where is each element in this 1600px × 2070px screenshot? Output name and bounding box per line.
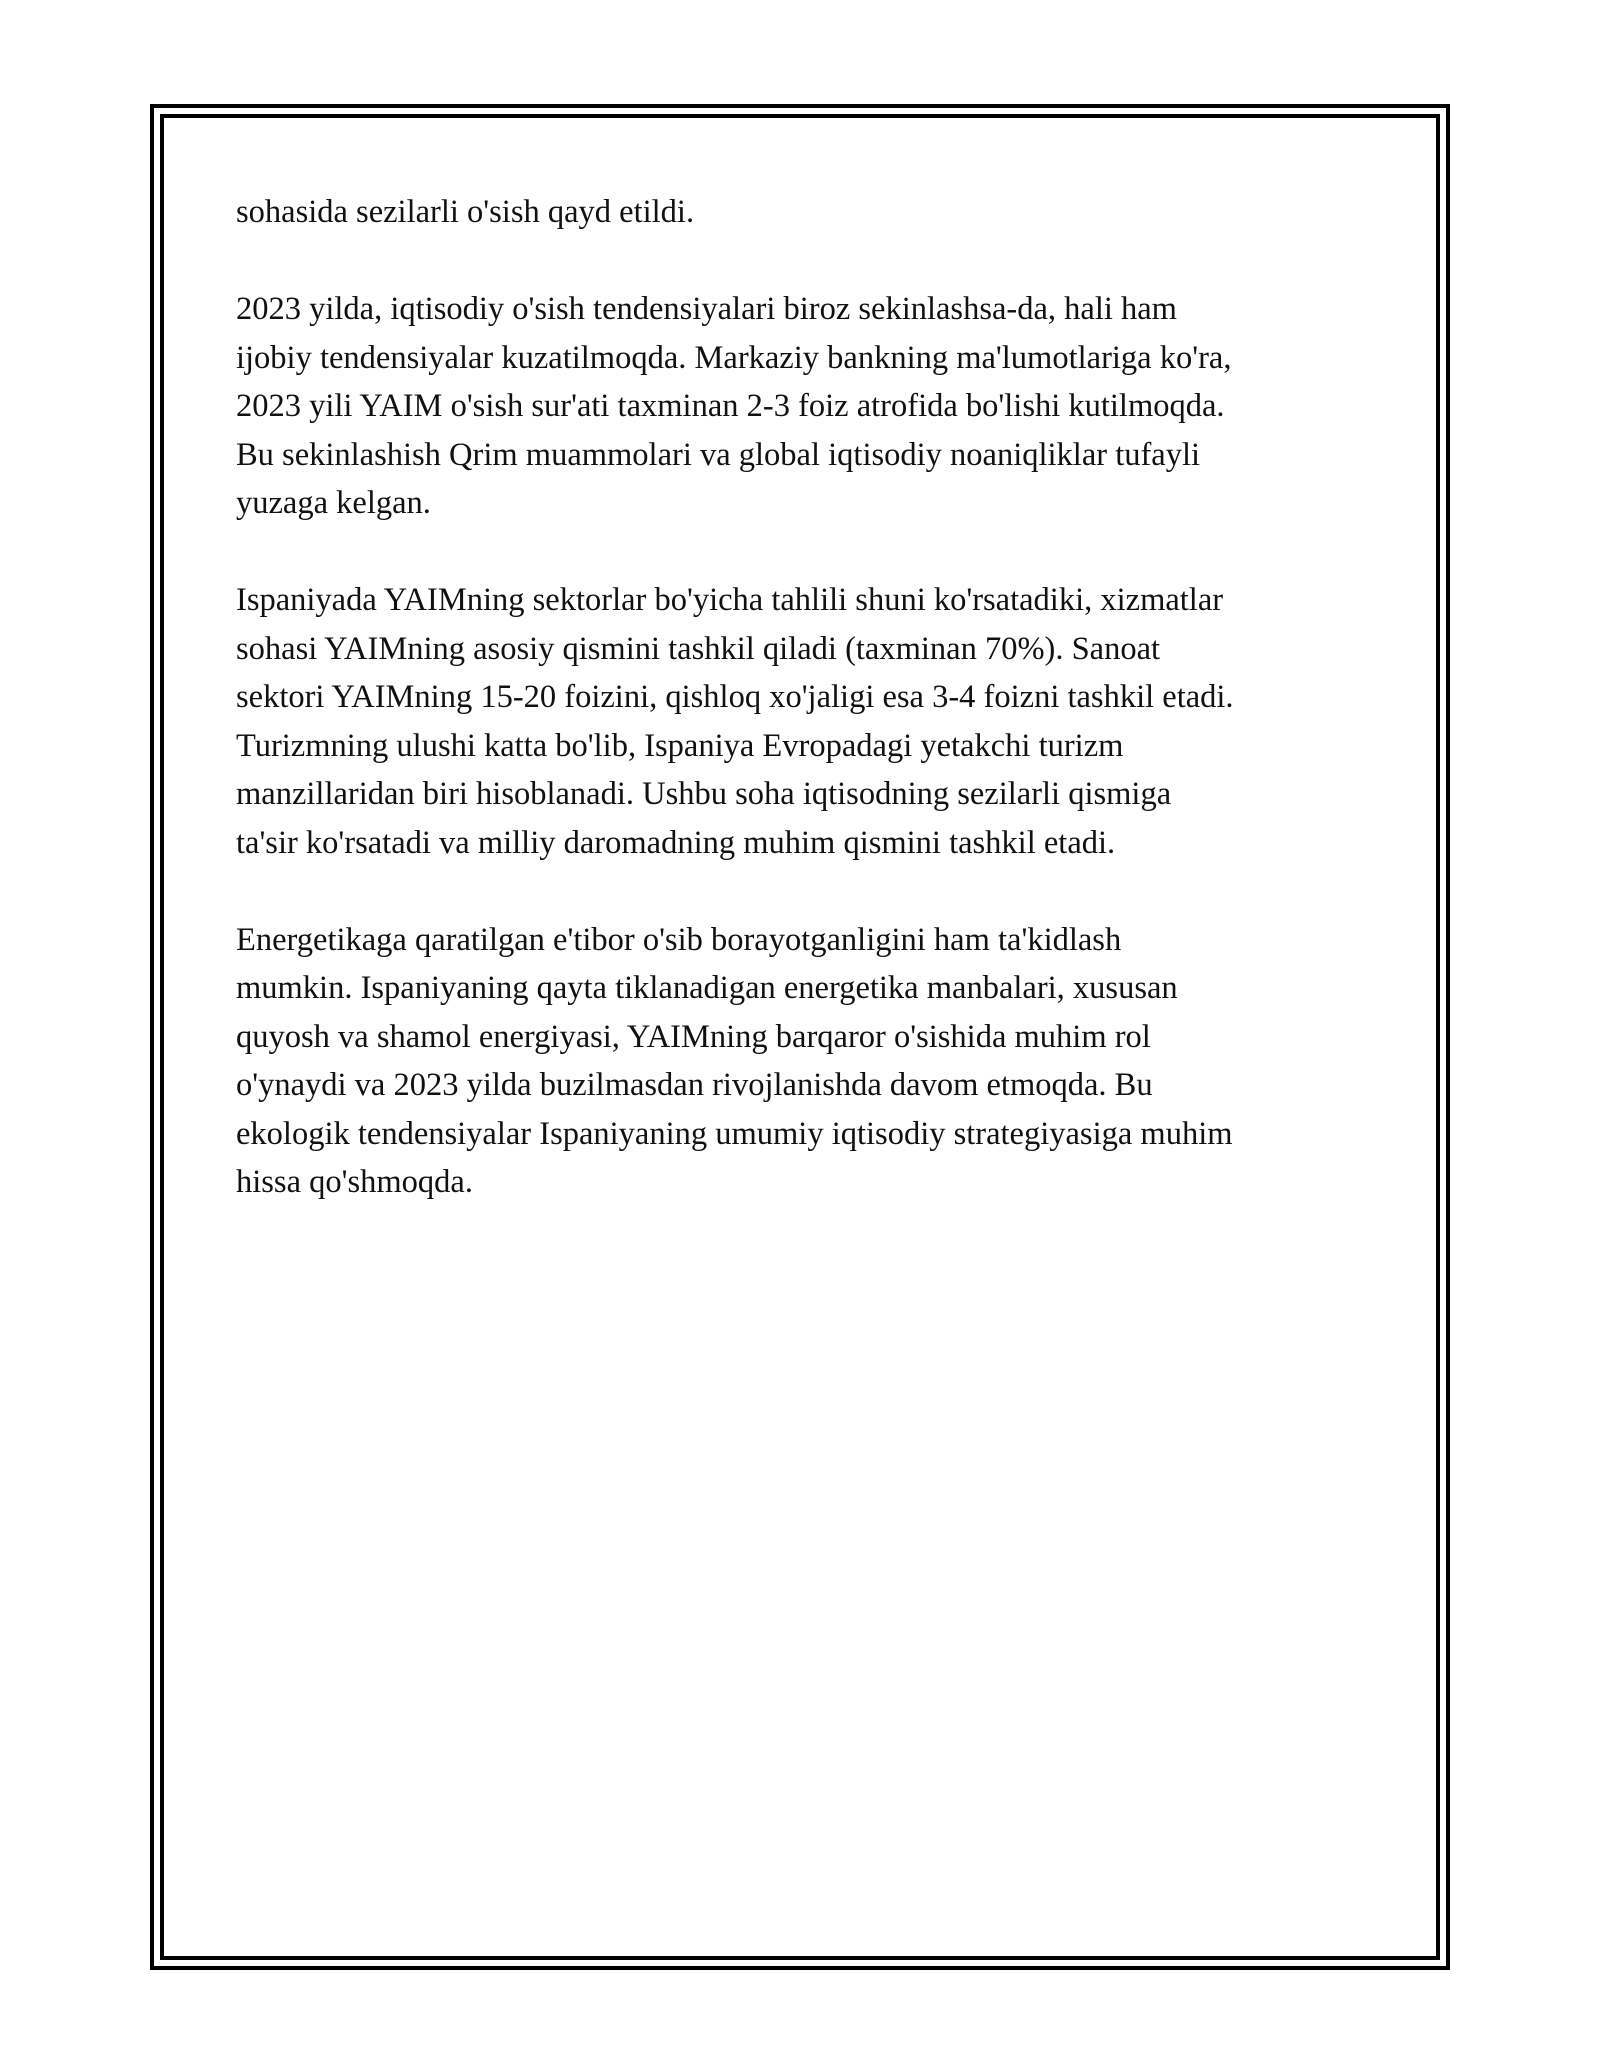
text-line: yuzaga kelgan. [236, 485, 431, 521]
text-line: hissa qo'shmoqda. [236, 1164, 473, 1200]
paragraph-1 [236, 188, 1386, 237]
text-line: 2023 yili YAIM o'sish sur'ati taxminan 2-3 foiz atrofida bo'lishi kutilmoqda. [236, 388, 1225, 424]
text-line: sektori YAIMning 15-20 foizini, qishloq xo'jaligi esa 3-4 foizni tashkil etadi. [236, 679, 1234, 715]
text-line: Bu sekinlashish Qrim muammolari va global iqtisodiy noaniqliklar tufayli [236, 436, 1201, 473]
text-line: manzillaridan biri hisoblanadi. Ushbu soha iqtisodning sezilarli qismiga [236, 776, 1172, 812]
text-line: ekologik tendensiyalar Ispaniyaning umumiy iqtisodiy strategiyasiga muhim [236, 1115, 1233, 1152]
text-line: Ispaniyada YAIMning sektorlar bo'yicha tahlili shuni ko'rsatadiki, xizmatlar [236, 582, 1224, 618]
text-line: mumkin. Ispaniyaning qayta tiklanadigan energetika manbalari, xususan [236, 970, 1178, 1006]
document-body [236, 188, 1386, 1255]
text-line: sohasi YAIMning asosiy qismini tashkil qiladi (taxminan 70%). Sanoat [236, 630, 1161, 667]
text-line: sohasida sezilarli o'sish qayd etildi. [236, 194, 695, 230]
text-line: ijobiy tendensiyalar kuzatilmoqda. Markaziy bankning ma'lumotlariga ko'ra, [236, 339, 1232, 376]
text-line: 2023 yilda, iqtisodiy o'sish tendensiyalari biroz sekinlashsa-da, hali ham [236, 291, 1177, 327]
text-line: o'ynaydi va 2023 yilda buzilmasdan rivojlanishda davom etmoqda. Bu [236, 1067, 1153, 1103]
text-line: Energetikaga qaratilgan e'tibor o'sib borayotganligini ham ta'kidlash [236, 921, 1122, 958]
text-line: Turizmning ulushi katta bo'lib, Ispaniya Evropadagi yetakchi turizm [236, 727, 1124, 764]
text-line: quyosh va shamol energiyasi, YAIMning barqaror o'sishida muhim rol [236, 1018, 1151, 1055]
paragraph-2 [236, 285, 1386, 528]
paragraph-4 [236, 916, 1386, 1207]
paragraph-3 [236, 576, 1386, 867]
text-line: ta'sir ko'rsatadi va milliy daromadning muhim qismini tashkil etadi. [236, 824, 1116, 861]
